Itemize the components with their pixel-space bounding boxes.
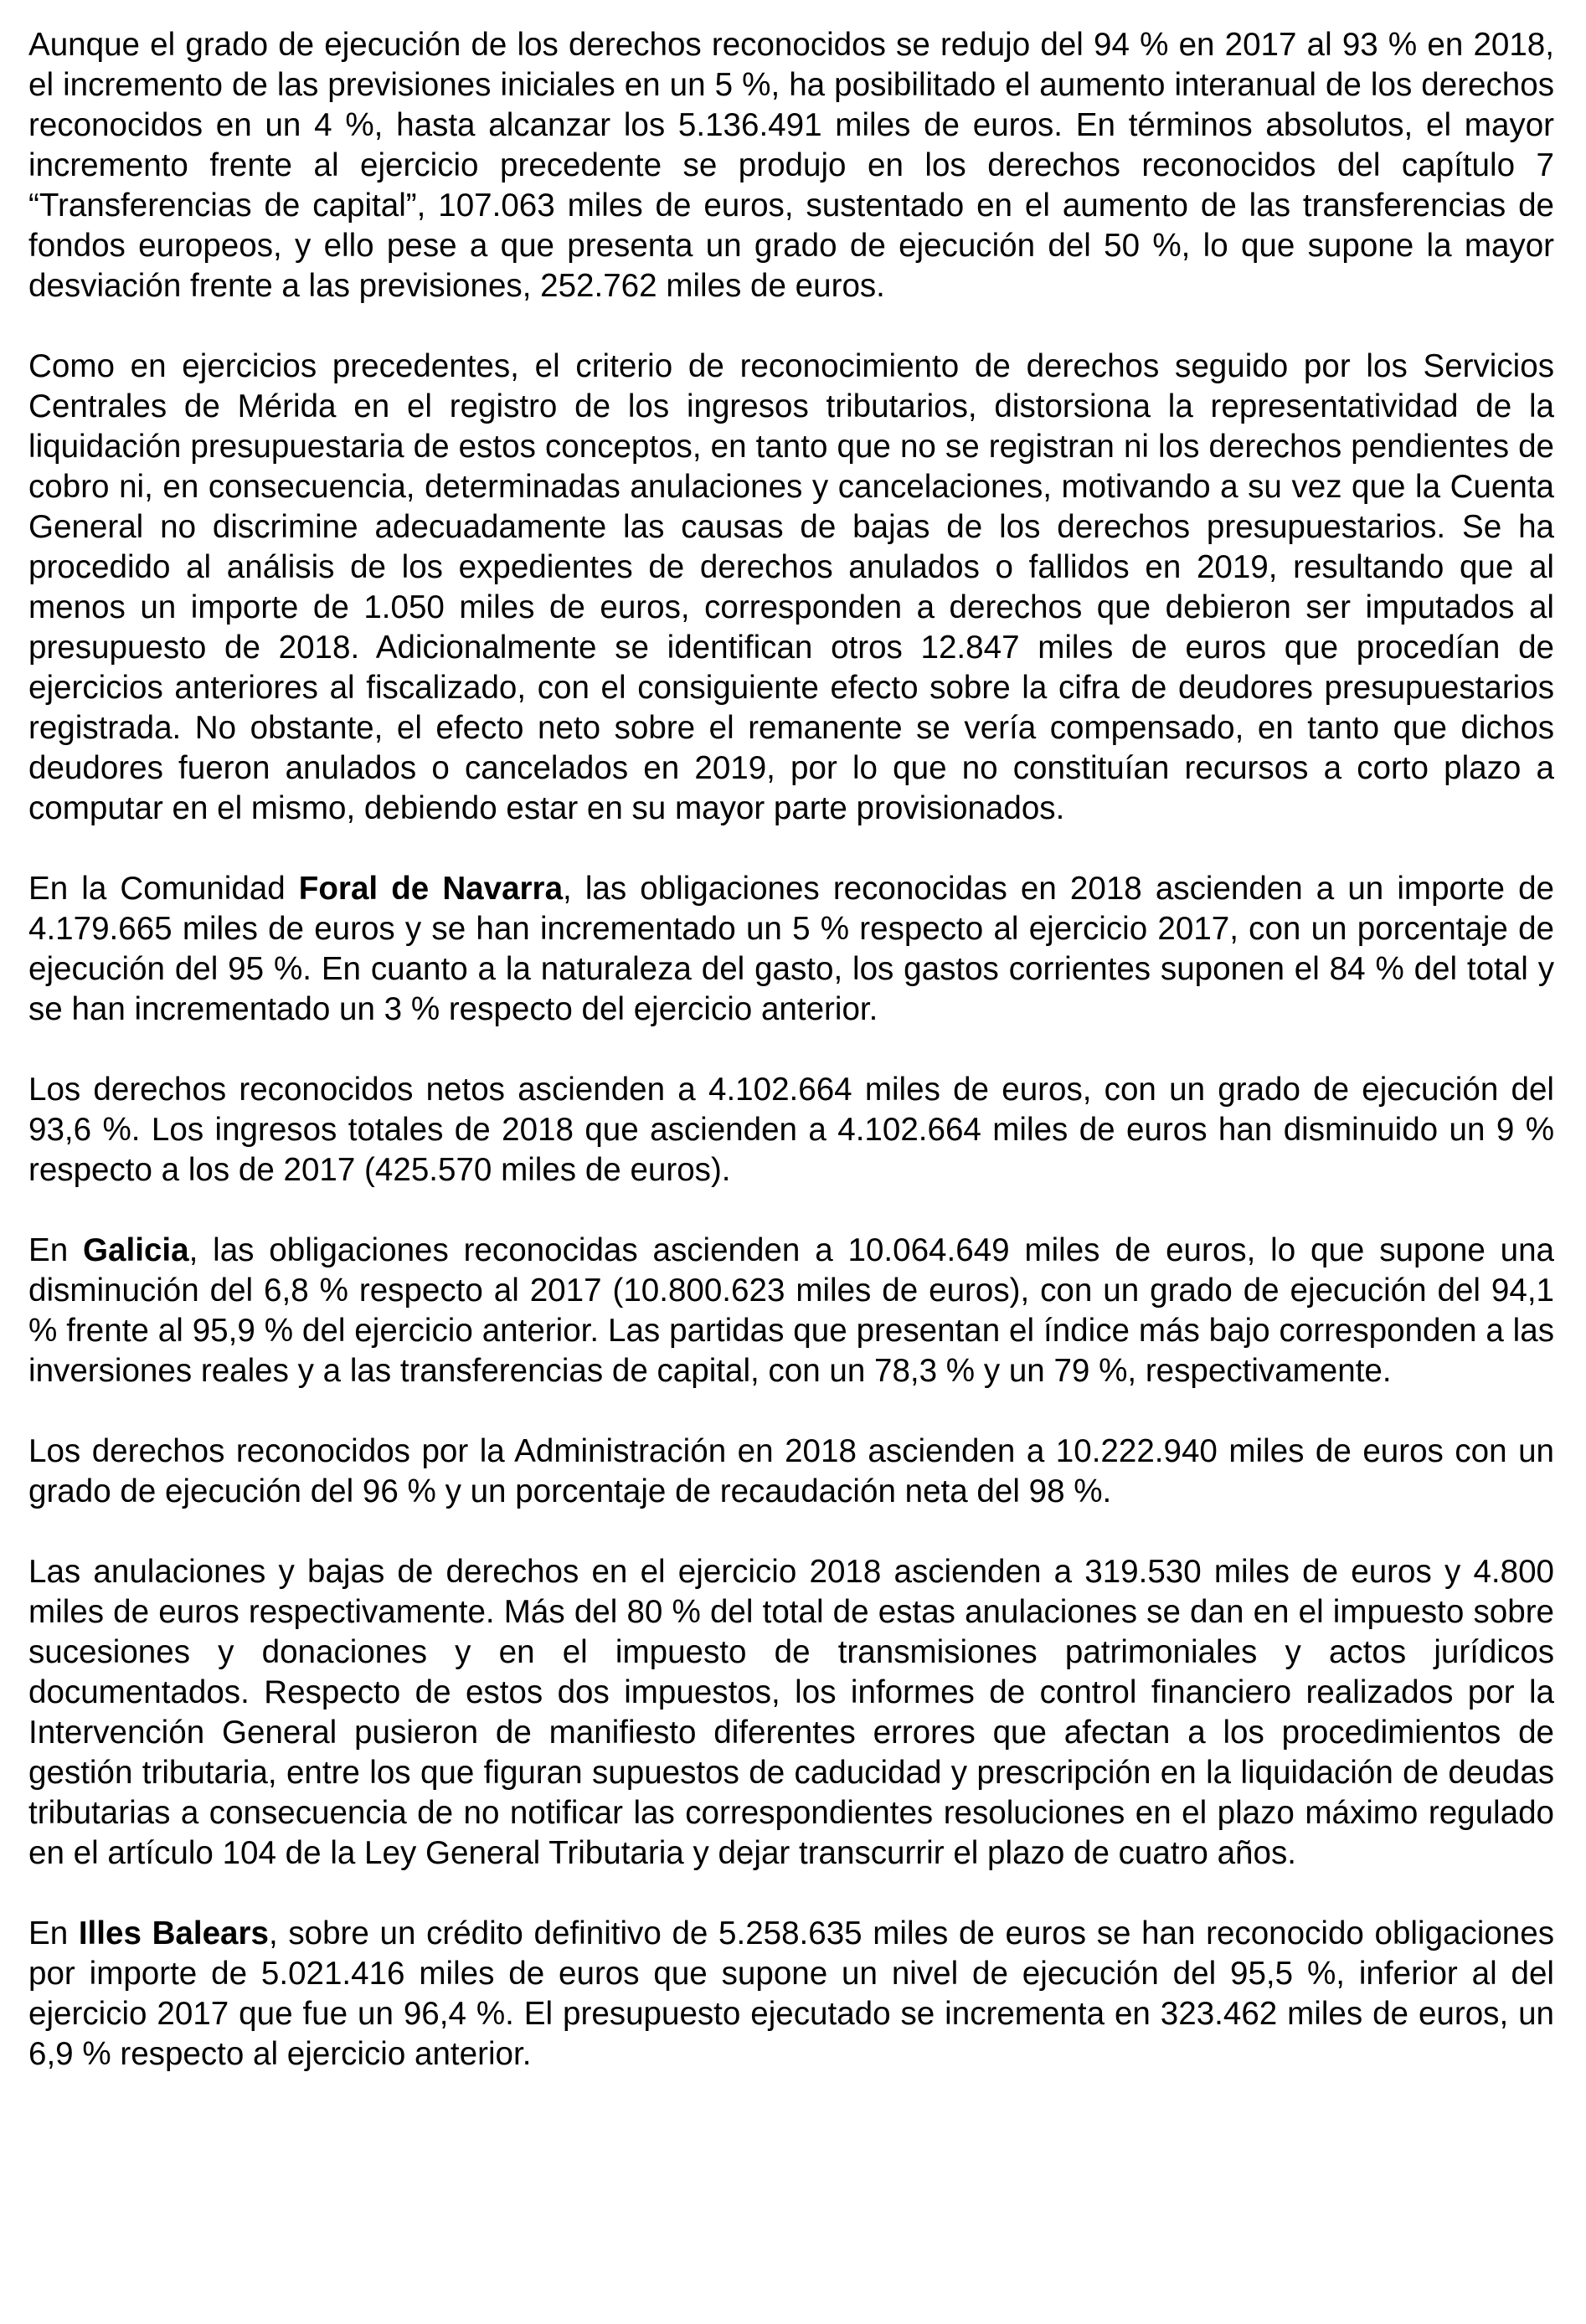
text-run: En	[28, 1915, 79, 1951]
text-run: Aunque el grado de ejecución de los derechos reconocidos se redujo del 94 % en 2017 al 93 % en 2018, el incremento de las previsiones iniciales en un 5 %, ha posibilitado el aumento interanual de los derechos reconocidos en un 4 %, hasta alcanzar los 5.136.491 miles de euros. En términos absolutos, el mayor incremento frente al ejercicio precedente se produjo en los derechos reconocidos del capítulo 7 “Transferencias de capital”, 107.063 miles de euros, sustentado en el aumento de las transferencias de fondos europeos, y ello pese a que presenta un grado de ejecución del 50 %, lo que supone la mayor desviación frente a las previsiones, 252.762 miles de euros.	[28, 27, 1554, 304]
paragraph-baleares-obligaciones	[28, 1914, 1554, 2075]
text-run: , las obligaciones reconocidas en 2018 ascienden a un importe de 4.179.665 miles de euros y se han incrementado un 5 % respecto al ejercicio 2017, con un porcentaje de ejecución del 95 %. En cuanto a la naturaleza del gasto, los gastos corrientes suponen el 84 % del total y se han incrementado un 3 % respecto del ejercicio anterior.	[28, 871, 1554, 1027]
text-run: , sobre un crédito definitivo de 5.258.635 miles de euros se han reconocido obligaciones por importe de 5.021.416 miles de euros que supone un nivel de ejecución del 95,5 %, inferior al del ejercicio 2017 que fue un 96,4 %. El presupuesto ejecutado se incrementa en 323.462 miles de euros, un 6,9 % respecto al ejercicio anterior.	[28, 1915, 1554, 2072]
region-name-bold: Illes Balears	[78, 1915, 269, 1951]
paragraph-navarra-derechos	[28, 1070, 1554, 1190]
text-run: Los derechos reconocidos netos ascienden a 4.102.664 miles de euros, con un grado de ejecución del 93,6 %. Los ingresos totales de 2018 que ascienden a 4.102.664 miles de euros han disminuido un 9 % respecto a los de 2017 (425.570 miles de euros).	[28, 1072, 1554, 1188]
text-run: Los derechos reconocidos por la Administración en 2018 ascienden a 10.222.940 miles de euros con un grado de ejecución del 96 % y un porcentaje de recaudación neta del 98 %.	[28, 1433, 1554, 1509]
document-page	[28, 25, 1554, 2115]
paragraph-galicia-derechos	[28, 1432, 1554, 1512]
paragraph-extremadura-derechos	[28, 25, 1554, 306]
region-name-bold: Foral de Navarra	[298, 871, 564, 907]
text-run: Como en ejercicios precedentes, el criterio de reconocimiento de derechos seguido por los Servicios Centrales de Mérida en el registro de los ingresos tributarios, distorsiona la representatividad de la liquidación presupuestaria de estos conceptos, en tanto que no se registran ni los derechos pendientes de cobro ni, en consecuencia, determinadas anulaciones y cancelaciones, motivando a su vez que la Cuenta General no discrimine adecuadamente las causas de bajas de los derechos presupuestarios. Se ha procedido al análisis de los expedientes de derechos anulados o fallidos en 2019, resultando que al menos un importe de 1.050 miles de euros, corresponden a derechos que debieron ser imputados al presupuesto de 2018. Adicionalmente se identifican otros 12.847 miles de euros que procedían de ejercicios anteriores al fiscalizado, con el consiguiente efecto sobre la cifra de deudores presupuestarios registrada. No obstante, el efecto neto sobre el remanente se vería compensado, en tanto que dichos deudores fueron anulados o cancelados en 2019, por lo que no constituían recursos a corto plazo a computar en el mismo, debiendo estar en su mayor parte provisionados.	[28, 348, 1554, 826]
region-name-bold: Galicia	[83, 1232, 189, 1268]
text-run: Las anulaciones y bajas de derechos en el ejercicio 2018 ascienden a 319.530 miles de euros y 4.800 miles de euros respectivamente. Más del 80 % del total de estas anulaciones se dan en el impuesto sobre sucesiones y donaciones y en el impuesto de transmisiones patrimoniales y actos jurídicos documentados. Respecto de estos dos impuestos, los informes de control financiero realizados por la Intervención General pusieron de manifiesto diferentes errores que afectan a los procedimientos de gestión tributaria, entre los que figuran supuestos de caducidad y prescripción en la liquidación de deudas tributarias a consecuencia de no notificar las correspondientes resoluciones en el plazo máximo regulado en el artículo 104 de la Ley General Tributaria y dejar transcurrir el plazo de cuatro años.	[28, 1554, 1554, 1871]
text-run: En	[28, 1232, 84, 1268]
text-run: , las obligaciones reconocidas ascienden a 10.064.649 miles de euros, lo que supone una disminución del 6,8 % respecto al 2017 (10.800.623 miles de euros), con un grado de ejecución del 94,1 % frente al 95,9 % del ejercicio anterior. Las partidas que presentan el índice más bajo corresponden a las inversiones reales y a las transferencias de capital, con un 78,3 % y un 79 %, respectivamente.	[28, 1232, 1555, 1389]
text-run: En la Comunidad	[28, 871, 299, 907]
paragraph-extremadura-criterio	[28, 347, 1554, 829]
paragraph-navarra-obligaciones	[28, 869, 1554, 1030]
paragraph-galicia-obligaciones	[28, 1231, 1554, 1391]
paragraph-galicia-anulaciones	[28, 1552, 1554, 1874]
